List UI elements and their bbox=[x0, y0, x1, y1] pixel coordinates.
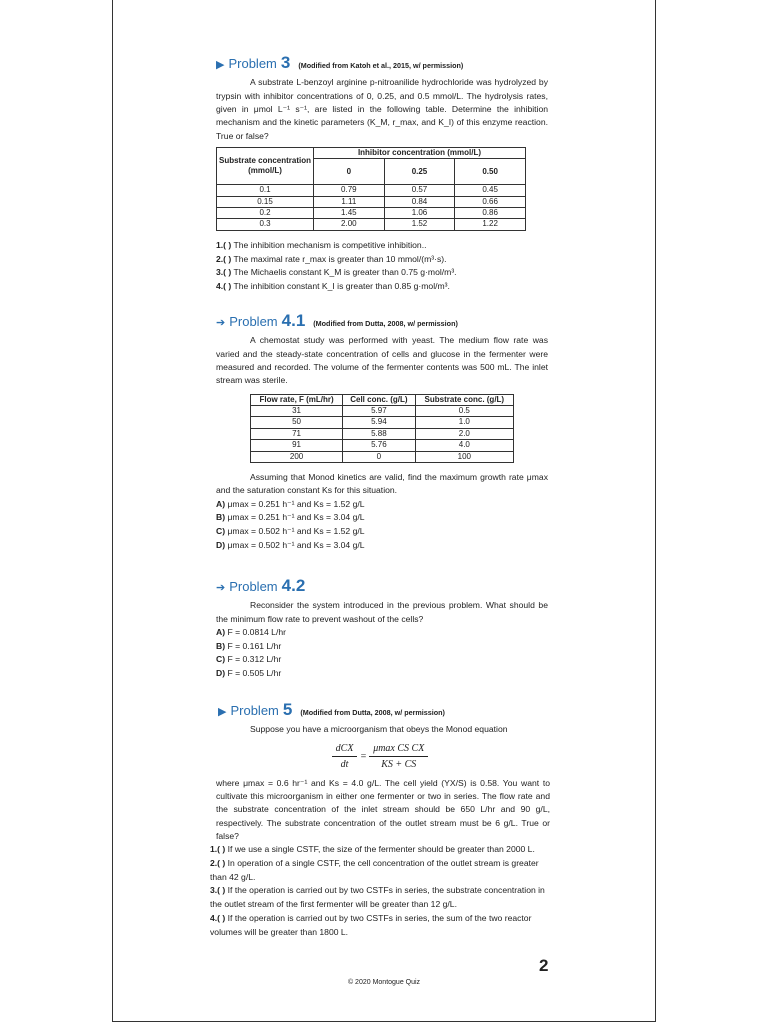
item-number: 1.( ) bbox=[216, 239, 232, 250]
table-cell: 100 bbox=[415, 451, 513, 462]
equation-rhs bbox=[369, 741, 428, 773]
option-item bbox=[216, 525, 548, 539]
option-text: F = 0.0814 L/hr bbox=[227, 626, 286, 637]
option-label: A) bbox=[216, 626, 226, 637]
problem-5-text: where μmax = 0.6 hr⁻¹ and Ks = 4.0 g/L. The cell yield (YX/S) is 0.58. You want to cultivate this microorganism in either one fermenter or two in series. The flow rate and the substrate concentration of the inlet stream should be 650 L/hr and 90 g/L, respectively. The substrate concentration of the outlet stream must be 6 g/L. True or false? bbox=[216, 777, 550, 841]
option-text: F = 0.161 L/hr bbox=[227, 640, 282, 651]
problem-5-intro: Suppose you have a microorganism that obeys the Monod equation bbox=[250, 724, 508, 735]
list-item bbox=[210, 912, 550, 940]
table-cell: 1.52 bbox=[384, 219, 455, 230]
table-cell: 2.00 bbox=[314, 219, 385, 230]
problem-3-header bbox=[216, 50, 548, 76]
problem-title: Problem bbox=[229, 314, 278, 329]
item-text: If the operation is carried out by two CSTFs in series, the sum of the two reactor volumes will be greater than 1800 L. bbox=[210, 912, 532, 937]
table-cell: 31 bbox=[251, 405, 343, 416]
table-row bbox=[251, 405, 514, 416]
list-item bbox=[216, 239, 548, 253]
problem-title: Problem bbox=[228, 56, 277, 71]
list-item bbox=[210, 857, 550, 885]
chemostat-table bbox=[250, 394, 514, 463]
table-cell: 1.11 bbox=[314, 196, 385, 207]
list-item bbox=[210, 843, 550, 857]
table-row bbox=[251, 428, 514, 439]
table-cell: 5.94 bbox=[343, 417, 416, 428]
table-cell: 0.45 bbox=[455, 185, 526, 196]
table-row bbox=[251, 417, 514, 428]
equation-rhs-den: KS + CS bbox=[381, 759, 417, 771]
equation-lhs-den: dt bbox=[340, 759, 349, 771]
table-row bbox=[251, 451, 514, 462]
table-cell: 0 bbox=[343, 451, 416, 462]
option-label: B) bbox=[216, 512, 226, 523]
problem-number: 5 bbox=[282, 700, 293, 719]
table-row bbox=[217, 219, 526, 230]
problem-number: 3 bbox=[280, 53, 291, 72]
option-item bbox=[216, 626, 548, 640]
table-cell: 0.79 bbox=[314, 185, 385, 196]
table-cell: 0.5 bbox=[415, 405, 513, 416]
option-label: B) bbox=[216, 640, 226, 651]
table-header: 0.50 bbox=[455, 159, 526, 185]
problem-number: 4.2 bbox=[281, 576, 306, 595]
option-text: μmax = 0.502 h⁻¹ and Ks = 3.04 g/L bbox=[227, 539, 365, 550]
table-header: Cell conc. (g/L) bbox=[343, 394, 416, 405]
problem-4-2-options bbox=[216, 626, 548, 681]
option-label: A) bbox=[216, 498, 226, 509]
problem-4-1-header bbox=[216, 308, 548, 334]
table-cell: 1.22 bbox=[455, 219, 526, 230]
option-item bbox=[216, 498, 548, 512]
item-number: 3.( ) bbox=[216, 267, 232, 278]
table-cell: 71 bbox=[251, 428, 343, 439]
equation-lhs-num: dCX bbox=[332, 741, 358, 758]
table-header: Inhibitor concentration (mmol/L) bbox=[314, 147, 526, 158]
table-cell: 5.76 bbox=[343, 440, 416, 451]
table-header: Substrate conc. (g/L) bbox=[415, 394, 513, 405]
problem-4-2-header bbox=[216, 573, 548, 599]
problem-source: (Modified from Dutta, 2008, w/ permission) bbox=[300, 708, 445, 717]
item-number: 2.( ) bbox=[216, 253, 232, 264]
table-cell: 0.2 bbox=[217, 208, 314, 219]
option-label: C) bbox=[216, 654, 226, 665]
problem-4-1-text: A chemostat study was performed with yeast. The medium flow rate was varied and the steady-state concentration of cells and glucose in the fermenter were measured and recorded. The volume of the fermenter contents was 500 mL. The inlet stream was sterile. bbox=[216, 335, 548, 386]
problem-4-1-question: Assuming that Monod kinetics are valid, find the maximum growth rate μmax and the saturation constant Ks for this situation. bbox=[216, 471, 548, 496]
problem-3-text: A substrate L-benzoyl arginine p-nitroanilide hydrochloride was hydrolyzed by trypsin with inhibitor concentrations of 0, 0.25, and 0.5 mmol/L. The hydrolysis rates, given in μmol L⁻¹ s⁻¹, are listed in the following table. Determine the inhibition mechanism and the kinetic parameters (K_M, r_max, and K_I) of this enzyme reaction. True or false? bbox=[216, 77, 548, 141]
table-cell: 0.84 bbox=[384, 196, 455, 207]
option-item bbox=[216, 539, 548, 553]
problem-4-1-options bbox=[216, 498, 548, 553]
table-row bbox=[217, 208, 526, 219]
table-row bbox=[217, 185, 526, 196]
option-label: C) bbox=[216, 526, 226, 537]
equation-rhs-num: μmax CS CX bbox=[369, 741, 428, 758]
item-text: If we use a single CSTF, the size of the fermenter should be greater than 2000 L. bbox=[227, 844, 535, 855]
table-cell: 0.57 bbox=[384, 185, 455, 196]
option-text: μmax = 0.251 h⁻¹ and Ks = 1.52 g/L bbox=[227, 498, 365, 509]
problem-5 bbox=[210, 697, 550, 939]
item-text: The inhibition constant K_I is greater than 0.85 g·mol/m³. bbox=[233, 281, 450, 292]
table-cell: 0.3 bbox=[217, 219, 314, 230]
table-cell: 0.86 bbox=[455, 208, 526, 219]
problem-3 bbox=[216, 50, 548, 294]
option-item bbox=[216, 653, 548, 667]
option-label: D) bbox=[216, 668, 226, 679]
table-header: 0.25 bbox=[384, 159, 455, 185]
arrow-right-icon: ➔ bbox=[216, 582, 226, 594]
table-cell: 5.97 bbox=[343, 405, 416, 416]
table-header: Substrate concentration (mmol/L) bbox=[217, 147, 314, 184]
problem-number: 4.1 bbox=[281, 311, 306, 330]
list-item bbox=[210, 884, 550, 912]
triangle-icon: ▶ bbox=[216, 59, 225, 71]
problem-4-1 bbox=[216, 308, 548, 553]
option-item bbox=[216, 667, 548, 681]
problem-5-header bbox=[218, 697, 550, 723]
option-text: μmax = 0.251 h⁻¹ and Ks = 3.04 g/L bbox=[227, 512, 365, 523]
list-item bbox=[216, 253, 548, 267]
item-number: 4.( ) bbox=[216, 281, 232, 292]
item-number: 3.( ) bbox=[210, 885, 226, 896]
item-number: 2.( ) bbox=[210, 857, 226, 868]
table-cell: 1.45 bbox=[314, 208, 385, 219]
inhibition-table bbox=[216, 147, 526, 231]
page-footer: © 2020 Montogue Quiz bbox=[347, 979, 421, 986]
table-cell: 5.88 bbox=[343, 428, 416, 439]
item-number: 1.( ) bbox=[210, 844, 226, 855]
item-text: If the operation is carried out by two CSTFs in series, the substrate concentration in the outlet stream of the first fermenter will be greater than 12 g/L. bbox=[210, 885, 545, 910]
equation-lhs bbox=[332, 741, 358, 773]
item-number: 4.( ) bbox=[210, 912, 226, 923]
option-text: μmax = 0.502 h⁻¹ and Ks = 1.52 g/L bbox=[227, 526, 365, 537]
problem-title: Problem bbox=[230, 703, 279, 718]
table-cell: 200 bbox=[251, 451, 343, 462]
table-cell: 91 bbox=[251, 440, 343, 451]
option-text: F = 0.312 L/hr bbox=[227, 654, 282, 665]
table-cell: 0.1 bbox=[217, 185, 314, 196]
list-item bbox=[216, 266, 548, 280]
problem-title: Problem bbox=[229, 579, 278, 594]
table-cell: 0.15 bbox=[217, 196, 314, 207]
monod-equation: $\frac{\text{dCX}}{dt}$ = $\frac{\text{μmax CS CX}}{KS + CS}$ bbox=[210, 741, 550, 773]
table-cell: 1.0 bbox=[415, 417, 513, 428]
option-text: F = 0.505 L/hr bbox=[227, 668, 282, 679]
problem-4-2-text: Reconsider the system introduced in the previous problem. What should be the minimum flow rate to prevent washout of the cells? bbox=[216, 600, 548, 624]
table-cell: 4.0 bbox=[415, 440, 513, 451]
table-header: 0 bbox=[314, 159, 385, 185]
table-cell: 0.66 bbox=[455, 196, 526, 207]
problem-source: (Modified from Dutta, 2008, w/ permission) bbox=[313, 319, 458, 328]
table-cell: 1.06 bbox=[384, 208, 455, 219]
option-item bbox=[216, 511, 548, 525]
table-row bbox=[251, 440, 514, 451]
table-header: Flow rate, F (mL/hr) bbox=[251, 394, 343, 405]
problem-4-2 bbox=[216, 573, 548, 681]
item-text: The inhibition mechanism is competitive inhibition.. bbox=[233, 239, 427, 250]
table-row bbox=[217, 196, 526, 207]
arrow-right-icon: ➔ bbox=[216, 317, 226, 329]
option-item bbox=[216, 640, 548, 654]
item-text: The maximal rate r_max is greater than 10 mmol/(m³·s). bbox=[233, 253, 447, 264]
list-item bbox=[216, 280, 548, 294]
table-cell: 2.0 bbox=[415, 428, 513, 439]
problem-source: (Modified from Katoh et al., 2015, w/ permission) bbox=[298, 61, 464, 70]
triangle-icon: ▶ bbox=[218, 706, 227, 718]
table-cell: 50 bbox=[251, 417, 343, 428]
item-text: The Michaelis constant K_M is greater than 0.75 g·mol/m³. bbox=[233, 267, 457, 278]
item-text: In operation of a single CSTF, the cell concentration of the outlet stream is greater than 42 g/L. bbox=[210, 857, 539, 882]
problem-3-items bbox=[216, 239, 548, 294]
option-label: D) bbox=[216, 539, 226, 550]
page-number: 2 bbox=[539, 956, 549, 975]
problem-5-items bbox=[210, 843, 550, 939]
